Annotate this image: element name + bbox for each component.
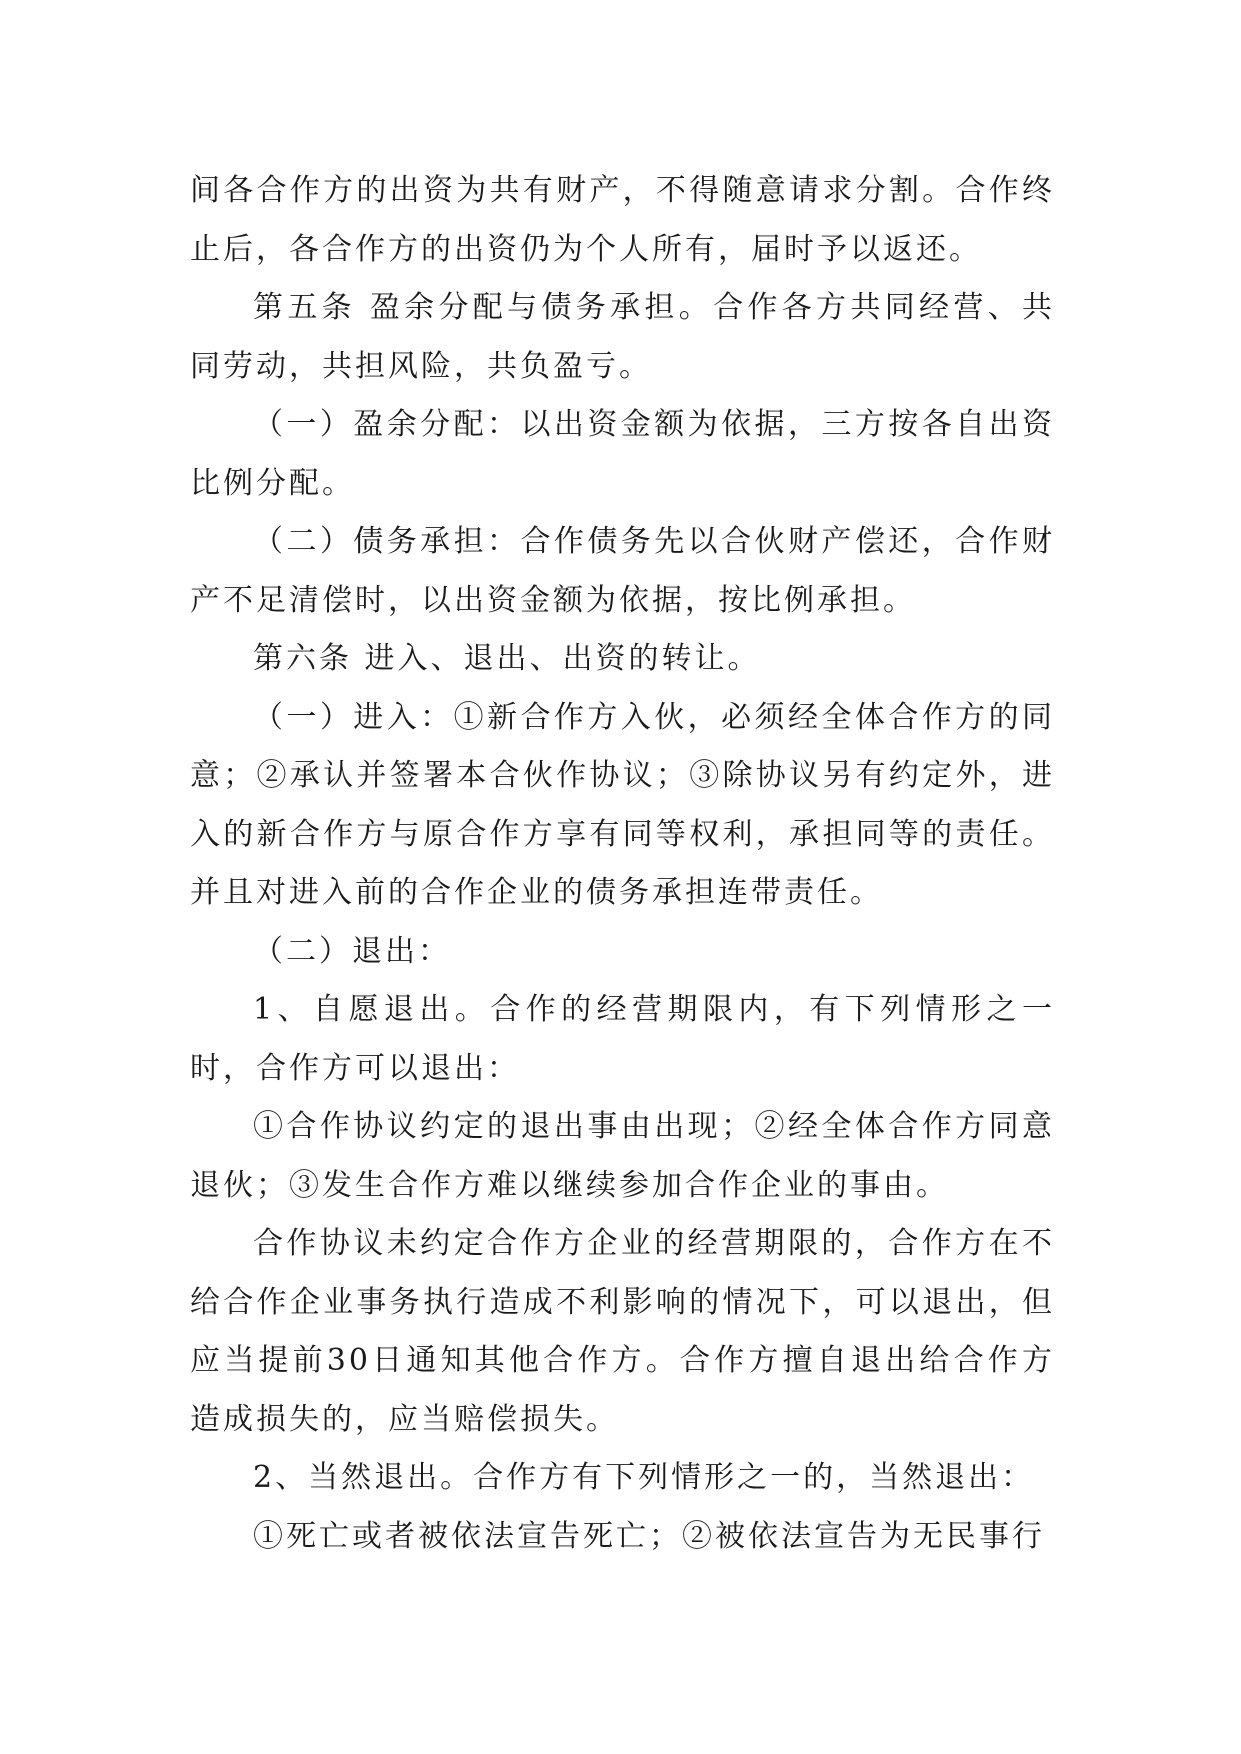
paragraph: ①死亡或者被依法宣告死亡；②被依法宣告为无民事行 [253,1518,1045,1554]
document-body [190,162,1055,1566]
paragraph: 2、当然退出。合作方有下列情形之一的，当然退出： [253,1460,1035,1495]
paragraph: （二）债务承担：合作债务先以合伙财产偿还，合作财产不足清偿时，以出资金额为依据，按比例承担。 [190,524,1055,618]
paragraph: （一）盈余分配：以出资金额为依据，三方按各自出资比例分配。 [190,407,1055,501]
paragraph: 1、自愿退出。合作的经营期限内，有下列情形之一时，合作方可以退出： [190,992,1055,1086]
paragraph: ①合作协议约定的退出事由出现；②经全体合作方同意退伙；③发生合作方难以继续参加合作企业的事由。 [190,1109,1055,1203]
paragraph: 第五条 盈余分配与债务承担。合作各方共同经营、共同劳动，共担风险，共负盈亏。 [190,290,1055,384]
paragraph: 间各合作方的出资为共有财产，不得随意请求分割。合作终止后，各合作方的出资仍为个人所有，届时予以返还。 [190,173,1055,267]
paragraph: （一）进入：①新合作方入伙，必须经全体合作方的同意；②承认并签署本合伙作协议；③除协议另有约定外，进入的新合作方与原合作方享有同等权利，承担同等的责任。并且对进入前的合作企业的债务承担连带责任。 [190,699,1055,910]
paragraph: 第六条 进入、退出、出资的转让。 [253,641,761,676]
paragraph: （二）退出： [253,933,451,969]
paragraph: 合作协议未约定合作方企业的经营期限的，合作方在不给合作企业事务执行造成不利影响的情况下，可以退出，但应当提前30日通知其他合作方。合作方擅自退出给合作方造成损失的，应当赔偿损失。 [190,1226,1055,1437]
